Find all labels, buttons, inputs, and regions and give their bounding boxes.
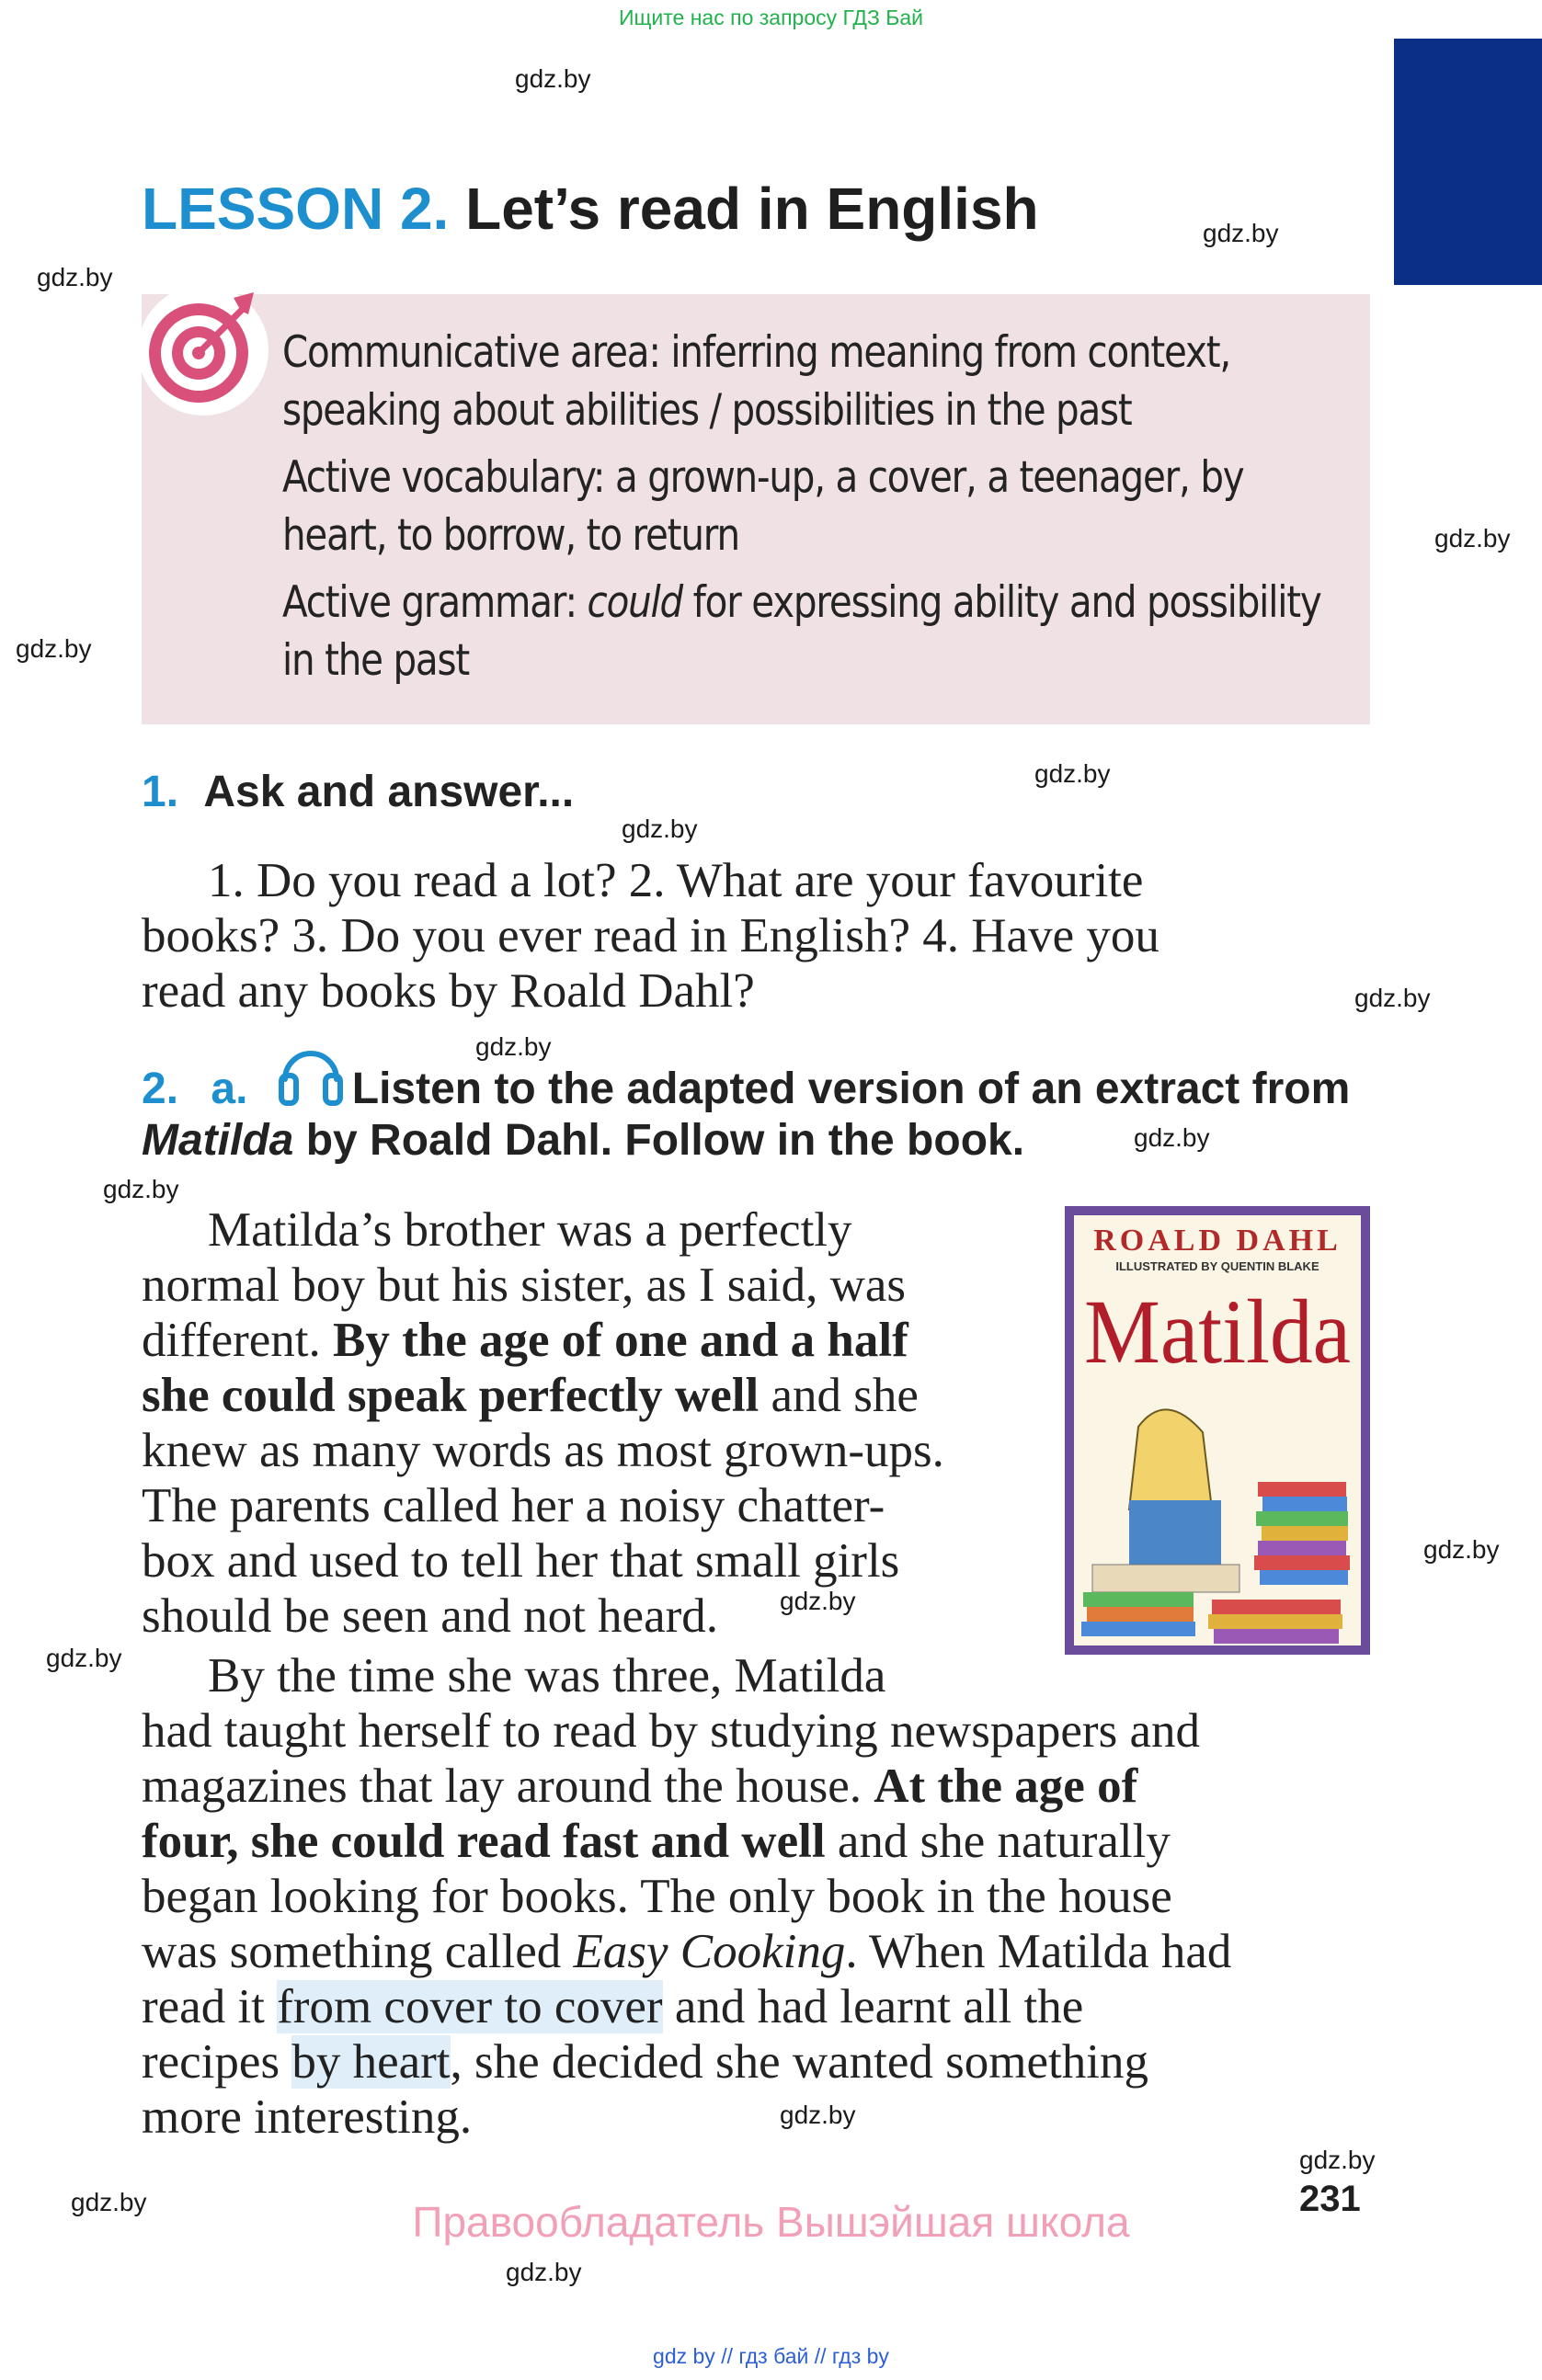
story-line: The parents called her a noisy chatter-: [142, 1479, 885, 1532]
story-line: read it from cover to cover and had learnt all the: [142, 1980, 1084, 2033]
story-line: knew as many words as most grown-ups.: [142, 1424, 944, 1477]
story-line: Matilda’s brother was a perfectly: [208, 1203, 852, 1257]
copyright-notice: Правообладатель Вышэйшая школа: [412, 2198, 1130, 2246]
goal-grammar-word: could: [587, 577, 682, 628]
highlight-vocabulary: by heart: [291, 2035, 451, 2089]
story-paragraph-2: [142, 1648, 1370, 2145]
goal-grammar-cont: in the past: [282, 635, 469, 686]
lesson-title: [142, 175, 1039, 243]
watermark: gdz.by: [506, 2258, 582, 2286]
story-line: began looking for books. The only book in the house: [142, 1870, 1172, 1923]
watermark: gdz.by: [1423, 1535, 1500, 1564]
exercise-2-title: Listen to the adapted version of an extract from: [351, 1065, 1351, 1113]
question-line: books? 3. Do you ever read in English? 4. Have you: [142, 909, 1159, 962]
exercise-1-number: 1.: [142, 768, 179, 816]
story-line: should be seen and not heard.: [142, 1589, 718, 1643]
goal-label-grammar: Active grammar:: [282, 577, 577, 628]
goal-grammar: for expressing ability and possibility: [692, 577, 1321, 628]
watermark: gdz.by: [1354, 984, 1431, 1012]
story-line: magazines that lay around the house. At the age of: [142, 1759, 1138, 1813]
exercise-2-number: 2.: [142, 1065, 179, 1113]
story-line: four, she could read fast and well and she naturally: [142, 1815, 1171, 1868]
goal-vocabulary-cont: heart, to borrow, to return: [282, 510, 739, 561]
watermark: gdz.by: [37, 263, 113, 291]
question-line: read any books by Roald Dahl?: [142, 964, 755, 1018]
goal-vocabulary: a grown-up, a cover, a teenager, by: [614, 452, 1244, 503]
highlight-vocabulary: from cover to cover: [277, 1980, 663, 2033]
cover-title: Matilda: [1084, 1281, 1351, 1383]
watermark: gdz.by: [1434, 524, 1511, 552]
watermark: gdz.by: [71, 2188, 147, 2216]
chapter-tab: [1394, 39, 1542, 285]
goal-label-communicative: Communicative area:: [282, 327, 660, 378]
target-icon: [138, 285, 268, 416]
goal-communicative-cont: speaking about abilities / possibilities in the past: [282, 385, 1132, 436]
watermark: gdz.by: [1034, 759, 1111, 788]
watermark: gdz.by: [1203, 219, 1279, 247]
question-line: 1. Do you read a lot? 2. What are your favourite: [208, 854, 1144, 907]
cover-illustrator: ILLUSTRATED BY QUENTIN BLAKE: [1115, 1259, 1319, 1273]
headphones-icon[interactable]: [276, 1039, 346, 1109]
exercise-1-heading: [142, 767, 574, 817]
story-line: more interesting.: [142, 2090, 473, 2144]
story-line: had taught herself to read by studying newspapers and: [142, 1704, 1200, 1758]
exercise-1-questions: [142, 853, 1370, 1019]
watermark: gdz.by: [1299, 2146, 1376, 2174]
exercise-1-title: Ask and answer...: [203, 768, 575, 816]
story-line: recipes by heart, she decided she wanted something: [142, 2035, 1148, 2089]
story-line: By the time she was three, Matilda: [208, 1649, 886, 1702]
watermark: gdz.by: [780, 1587, 856, 1615]
watermark: gdz.by: [780, 2101, 856, 2129]
story-line: different. By the age of one and a half: [142, 1314, 908, 1367]
watermark: gdz.by: [16, 634, 92, 663]
bottom-site-links[interactable]: gdz by // гдз бай // гдз by: [653, 2344, 889, 2368]
book-cover-image: [1065, 1206, 1370, 1655]
lesson-goals-text: [282, 324, 1321, 689]
cover-author: ROALD DAHL: [1093, 1224, 1342, 1258]
exercise-2-letter: a.: [211, 1065, 248, 1113]
lesson-number: LESSON 2.: [142, 176, 450, 242]
top-search-banner[interactable]: Ищите нас по запросу ГДЗ Бай: [618, 6, 924, 29]
story-line: she could speak perfectly well and she: [142, 1369, 919, 1422]
watermark: gdz.by: [1134, 1123, 1210, 1152]
goal-communicative: inferring meaning from context,: [670, 327, 1231, 378]
book-title-italic: Matilda: [142, 1116, 294, 1165]
watermark: gdz.by: [475, 1032, 552, 1061]
exercise-2-subtitle-rest: by Roald Dahl. Follow in the book.: [305, 1116, 1025, 1165]
story-line: normal boy but his sister, as I said, was: [142, 1258, 907, 1312]
story-line: box and used to tell her that small girls: [142, 1534, 900, 1588]
story-line: was something called Easy Cooking. When Matilda had: [142, 1925, 1232, 1978]
goal-label-vocabulary: Active vocabulary:: [282, 452, 605, 503]
watermark: gdz.by: [103, 1175, 179, 1203]
page-number: 231: [1299, 2179, 1361, 2219]
watermark: gdz.by: [622, 814, 698, 843]
watermark: gdz.by: [46, 1644, 122, 1672]
exercise-2-subtitle: [142, 1115, 1024, 1166]
lesson-name: Let’s read in English: [465, 176, 1039, 242]
watermark: gdz.by: [515, 64, 591, 93]
